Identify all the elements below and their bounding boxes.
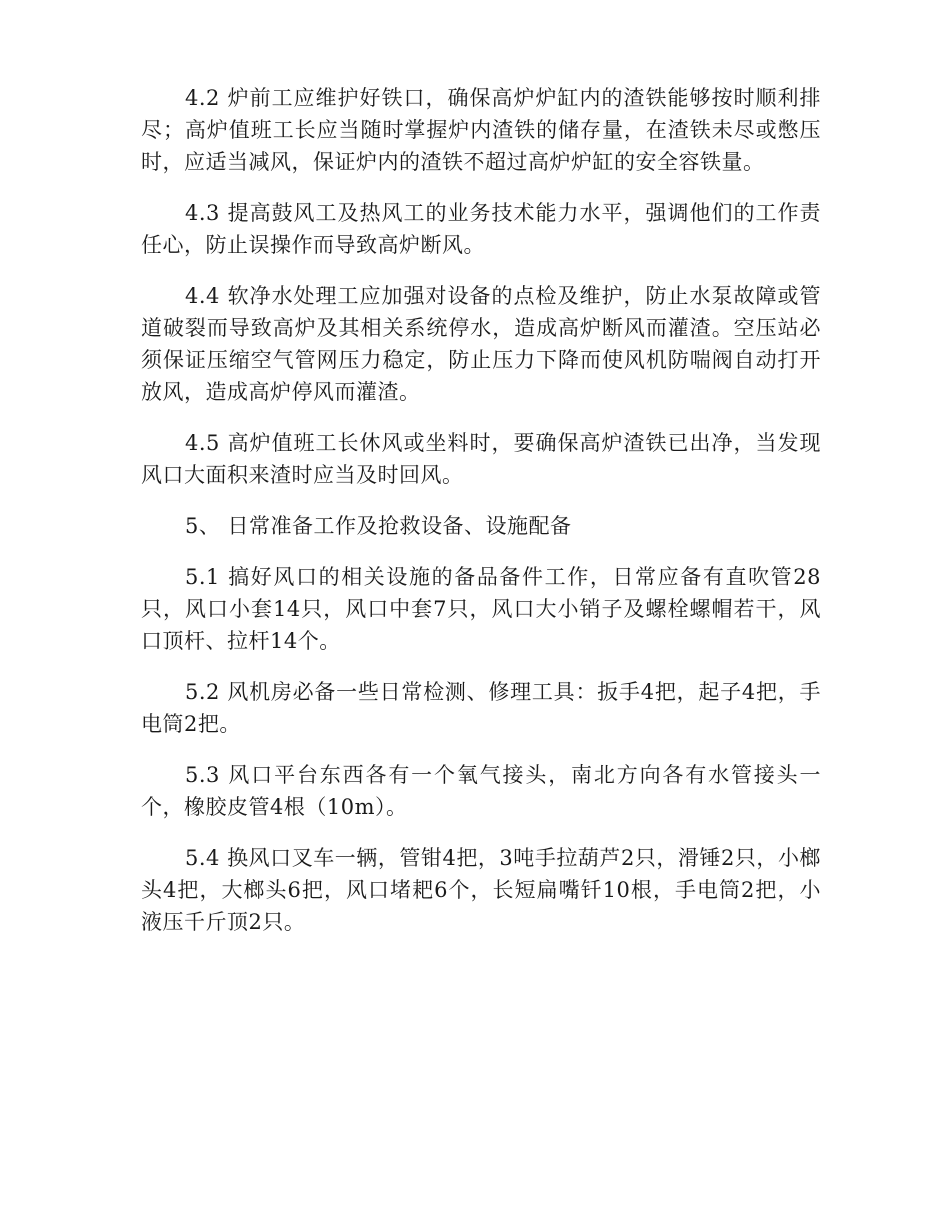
paragraph-5-3: 5.3 风口平台东西各有一个氧气接头，南北方向各有水管接头一个，橡胶皮管4根（10m）。 [141, 763, 821, 819]
paragraph-5-4: 5.4 换风口叉车一辆，管钳4把，3吨手拉葫芦2只，滑锤2只，小榔头4把，大榔头6把，风口堵耙6个，长短扁嘴钎10根，手电筒2把，小液压千斤顶2只。 [141, 846, 821, 934]
section-heading-5: 5、 日常准备工作及抢救设备、设施配备 [185, 514, 572, 538]
paragraph-4-3: 4.3 提高鼓风工及热风工的业务技术能力水平，强调他们的工作责任心，防止误操作而导致高炉断风。 [141, 201, 821, 257]
paragraph-4-2: 4.2 炉前工应维护好铁口，确保高炉炉缸内的渣铁能够按时顺利排尽；高炉值班工长应当随时掌握炉内渣铁的储存量，在渣铁未尽或憋压时，应适当减风，保证炉内的渣铁不超过高炉炉缸的安全容铁量。 [141, 86, 821, 174]
paragraph-4-4: 4.4 软净水处理工应加强对设备的点检及维护，防止水泵故障或管道破裂而导致高炉及其相关系统停水，造成高炉断风而灌渣。空压站必须保证压缩空气管网压力稳定，防止压力下降而使风机防喘阀自动打开放风，造成高炉停风而灌渣。 [141, 284, 821, 404]
paragraph-5-1: 5.1 搞好风口的相关设施的备品备件工作，日常应备有直吹管28只，风口小套14只，风口中套7只，风口大小销子及螺栓螺帽若干，风口顶杆、拉杆14个。 [141, 565, 821, 653]
paragraph-4-5: 4.5 高炉值班工长休风或坐料时，要确保高炉渣铁已出净，当发现风口大面积来渣时应当及时回风。 [141, 431, 821, 487]
paragraph-5-2: 5.2 风机房必备一些日常检测、修理工具：扳手4把，起子4把，手电筒2把。 [141, 680, 821, 736]
document-body [141, 82, 821, 957]
